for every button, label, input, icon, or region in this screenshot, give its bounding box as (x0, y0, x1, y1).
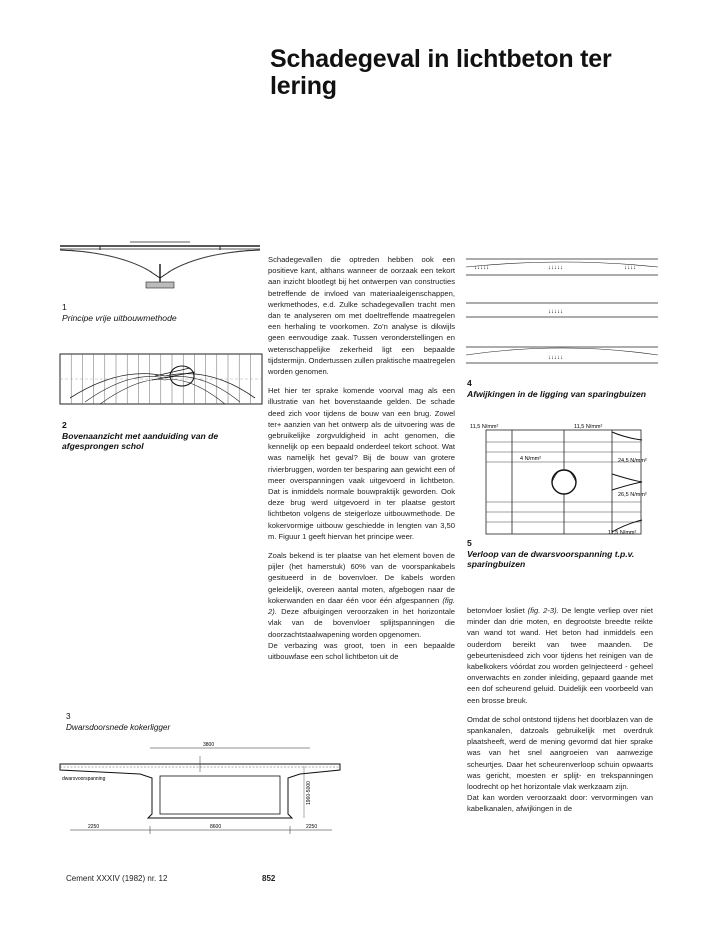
dimension-label: 8600 (210, 824, 222, 830)
paragraph: Schadegevallen die optreden hebben ook een positieve kant, althans wanneer de oorzaak een tekort aan inzicht blootlegt bij het ontwerpen van constructies betreffende de invloed van materiaaleigenschappen, werkmethodes, e.d. Zulke schadegevallen tracht men dan te analyseren om met doeltreffende maatregelen een herhaling te voorkomen. Zo'n analyse is dikwijls geen eenvoudige zaak. Tussen veronderstellingen en wetenschappelijke zekerheid ligt een bepaalde tijdstermijn. Ondertussen zullen praktische maatregelen worden genomen. (268, 255, 455, 377)
paragraph: De verbazing was groot, toen in een bepaalde uitbouwfase een schol lichtbeton uit de (268, 640, 455, 661)
figure-4-caption-text: Afwijkingen in de ligging van sparingbuizen (467, 388, 647, 399)
figure-4-number: 4 (467, 378, 472, 388)
text-column-right (467, 605, 653, 823)
article-title: Schadegeval in lichtbeton ter lering (270, 45, 612, 100)
figure-2-caption-text: Bovenaanzicht met aanduiding van de afgesprongen schol (62, 430, 219, 451)
text-column-left (268, 254, 455, 670)
svg-text:↓↓↓↓: ↓↓↓↓ (624, 265, 636, 271)
dimension-label: 3800 (203, 742, 215, 748)
dimension-label: 2250 (306, 824, 318, 830)
stress-label: 26,5 N/mm² (618, 492, 647, 498)
figure-3-caption-text: Dwarsdoorsnede kokerligger (66, 722, 171, 732)
figure-2-plan-view (60, 346, 262, 414)
svg-text:↓↓↓↓↓: ↓↓↓↓↓ (548, 355, 563, 361)
svg-text:↓↓↓↓↓: ↓↓↓↓↓ (474, 265, 489, 271)
figure-4-caption (467, 378, 667, 399)
figure-1-bridge-elevation (60, 236, 260, 296)
dimension-label: dwarsvoorspanning (62, 776, 106, 782)
stress-label: 11,5 N/mm² (470, 424, 499, 430)
paragraph: Zoals bekend is ter plaatse van het element boven de pijler (het hamerstuk) 60% van de voorspankabels gesitueerd in de bovenvloer. De kabels worden geleidelijk, overeen aantal moten, afgebogen naar de kokerwanden en daar één voor één afgespannen (fig. 2). Deze afbuigingen veroorzaken in het horizontale vlak van de bovenvloer splijtspanningen die doorzachtstaalwapening worden opgenomen. (268, 551, 455, 639)
dimension-label: 1960-5000 (306, 781, 312, 805)
stress-label: 11,5 N/mm² (608, 530, 637, 536)
figure-3-cross-section (60, 742, 360, 838)
figure-5-caption (467, 538, 667, 570)
figure-1-caption (62, 302, 262, 323)
dimension-label: 2250 (88, 824, 100, 830)
paragraph: betonvloer losliet (fig. 2-3). De lengte verliep over niet minder dan drie moten, en degrootste breedte reikte van wand tot wand. Het beton had inmiddels een ouderdom bereikt van twee maanden. De gebeurtenisdeed zich voor tijdens het reinigen van de kabelkokers vóórdat zou worden geïnjecteerd - geheel onverwachts en zonder inleiding, gepaard gaande met een dof scheurend geluid. Duidelijk een voorbeeld van een brosse breuk. (467, 606, 653, 705)
figure-2-number: 2 (62, 420, 67, 430)
svg-text:↓↓↓↓↓: ↓↓↓↓↓ (548, 309, 563, 315)
paragraph: Omdat de schol ontstond tijdens het doorblazen van de spankanalen, datzoals gebruikelijk met overdruk plaatsheeft, werd de mening gevormd dat hier sprake was van het snel aangroeien van aanwezige scheurtjes. Daar het scheurenverloop schuin opwaarts was gericht, moesten er splijt- en trekspanningen loodrecht op het horizontale vlak werkzaam zijn. (467, 714, 653, 792)
svg-text:↓↓↓↓↓: ↓↓↓↓↓ (548, 265, 563, 271)
figure-2-caption (62, 420, 262, 452)
figure-1-number: 1 (62, 302, 67, 312)
journal-footer: Cement XXXIV (1982) nr. 12 (66, 874, 168, 883)
figure-3-caption (66, 712, 266, 733)
stress-label: 4 N/mm² (520, 456, 542, 462)
figure-3-number: 3 (66, 712, 71, 721)
page-number: 852 (262, 874, 276, 883)
figure-4-duct-deviations (466, 255, 658, 375)
figure-5-caption-text: Verloop van de dwarsvoorspanning t.p.v. sparingbuizen (467, 548, 635, 569)
paragraph: Dat kan worden veroorzaakt door: vervormingen van kabelkanalen, afwijkingen in de (467, 793, 653, 814)
stress-label: 24,5 N/mm² (618, 458, 647, 464)
figure-5-prestress-diagram (466, 420, 662, 536)
figure-5-number: 5 (467, 538, 472, 548)
stress-label: 11,5 N/mm² (574, 424, 603, 430)
figure-1-caption-text: Principe vrije uitbouwmethode (62, 312, 177, 323)
paragraph: Het hier ter sprake komende voorval mag als een illustratie van het bovenstaande gelden. De schade deed zich voor tijdens de bouw van een brug. Zowel ter+ aanzien van het ontwerp als de uitvoering was de gebruikelijke zorgvuldigheid in acht genomen, die kennelijk op een bepaald onderdeel tekort schoot. Wat was namelijk het geval? Bij de bouw van grotere rivierbruggen, worden ter besparing aan gewicht een of meer overspanningen vaak uitgevoerd in lichtbeton. Dat is inmiddels normale bouwpraktijk geworden. Ook deze brug werd uitgevoerd in ter plaatse gestort lichtbeton volgens de steigerloze uitbouwmethode. De kokervormige uitbouw geschiedde in lengten van 3,50 m. Figuur 1 geeft hiervan het principe weer. (268, 386, 455, 541)
